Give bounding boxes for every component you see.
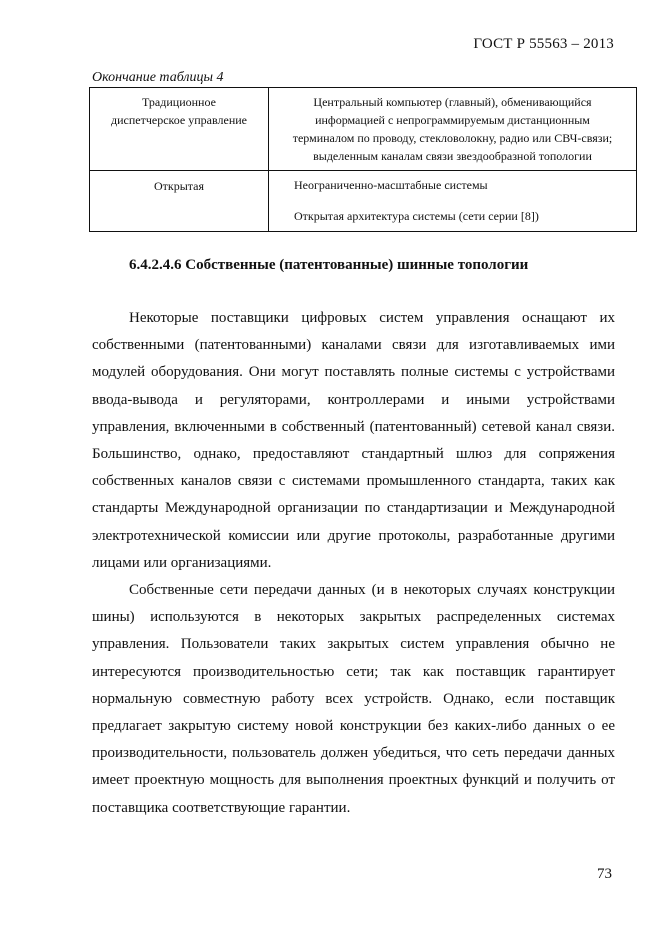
cell-line: Открытая <box>153 179 205 193</box>
cell-line: Традиционное <box>142 95 216 109</box>
table-row <box>90 88 637 171</box>
table-caption: Окончание таблицы 4 <box>92 70 224 85</box>
cell-line: выделенным каналам связи звездообразной топологии <box>313 149 592 163</box>
cell-line: Открытая архитектура системы (сети серии [8]) <box>294 209 539 223</box>
page-number: 73 <box>597 866 612 882</box>
cell-line: Центральный компьютер (главный), обменивающийся <box>313 95 592 109</box>
section-heading: 6.4.2.4.6 Собственные (патентованные) шинные топологии <box>129 257 529 273</box>
table-row <box>90 171 637 232</box>
table-4-end <box>89 87 637 232</box>
body-text <box>92 305 615 822</box>
table-cell-type <box>90 171 269 232</box>
table-cell-type <box>90 88 269 171</box>
paragraph: Собственные сети передачи данных (и в некоторых случаях конструкции шины) используются в некоторых закрытых распределенных системах управления. Пользователи таких закрытых систем управления обычно не интересуются производительностью сети; так как поставщик гарантирует нормальную совместную работу всех устройств. Однако, если поставщик предлагает закрытую систему новой конструкции без каких-либо данных о ее производительности, пользователь должен убедиться, что сеть передачи данных имеет проектную мощность для выполнения проектных функций и получить от поставщика соответствующие гарантии. <box>92 582 615 816</box>
paragraph: Некоторые поставщики цифровых систем управления оснащают их собственными (патентованными) каналами связи для изготавливаемых ими модулей оборудования. Они могут поставлять полные системы с устройствами ввода-вывода и регуляторами, контроллерами и иными устройствами управления, включенными в собственный (патентованный) сетевой канал связи. Большинство, однако, предоставляют стандартный шлюз для сопряжения собственных каналов связи с системами промышленного стандарта, таких как стандарты Международной организации по стандартизации и Международной электротехнической комиссии или другие протоколы, разработанные другими лицами или организациями. <box>92 310 615 571</box>
cell-line: Неограниченно-масштабные системы <box>294 178 488 192</box>
document-header: ГОСТ Р 55563 – 2013 <box>473 36 614 52</box>
cell-line: диспетчерское управление <box>111 113 247 127</box>
cell-line: информацией с непрограммируемым дистанционным <box>315 113 590 127</box>
cell-line: терминалом по проводу, стекловолокну, радио или СВЧ-связи; <box>292 131 613 145</box>
table-cell-description <box>269 171 637 232</box>
table-cell-description <box>269 88 637 171</box>
